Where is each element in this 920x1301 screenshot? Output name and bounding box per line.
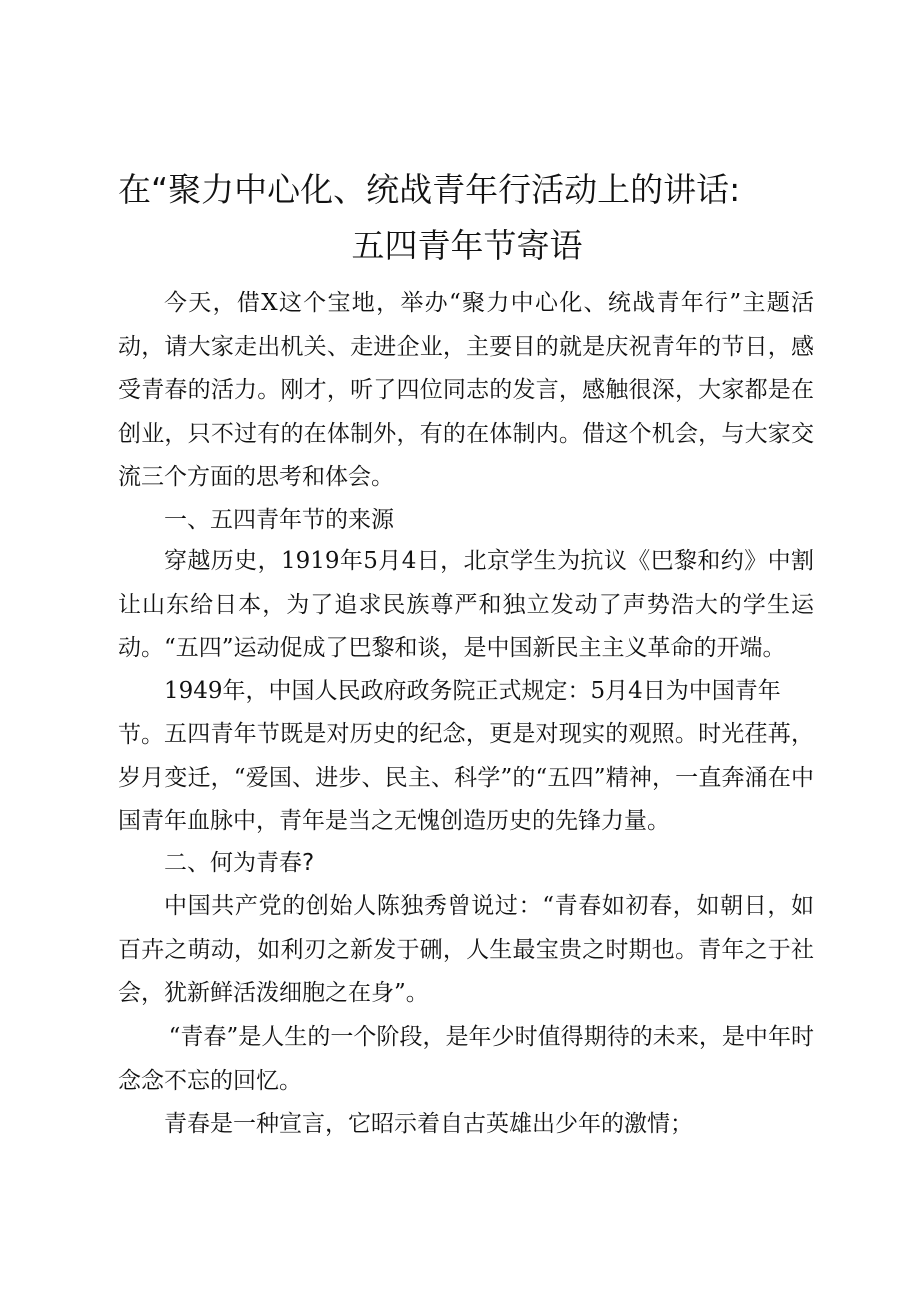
paragraph-spirit: 五四青年节既是对历史的纪念，更是对现实的观照。时光荏苒，岁月变迁，“爱国、进步、民主、科学”的“五四”精神，一直奔涌在中国青年血脉中，青年是当之无愧创造历史的先锋力量。 <box>118 721 814 835</box>
paragraph-youth-declaration: 青春是一种宣言，它昭示着自古英雄出少年的激情； <box>164 1111 693 1137</box>
paragraph-chen-duxiu: 中国共产党的创始人陈独秀曾说过：“青春如初春，如朝日，如百卉之萌动，如利刃之新发于硎，人生最宝贵之时期也。青年之于社会，犹新鲜活泼细胞之在身”。 <box>118 893 814 1007</box>
document-title-line1: 在“聚力中心化、统战青年行活动上的讲话: <box>118 170 741 209</box>
paragraph-history: 穿越历史，1919年5月4日，北京学生为抗议《巴黎和约》中割让山东给日本，为了追求民族尊严和独立发动了声势浩大的学生运动。“五四”运动促成了巴黎和谈，是中国新民主主义革命的开端。 <box>118 548 814 662</box>
paragraph-youth-stage: “青春”是人生的一个阶段，是年少时值得期待的未来，是中年时念念不忘的回忆。 <box>118 1024 814 1094</box>
paragraph-intro: 今天，借X这个宝地，举办“聚力中心化、统战青年行”主题活动，请大家走出机关、走进企业，主要目的就是庆祝青年的节日，感受青春的活力。刚才，听了四位同志的发言，感触很深，大家都是在创业，只不过有的在体制外，有的在体制内。借这个机会，与大家交流三个方面的思考和体会。 <box>118 290 814 491</box>
document-title-line2: 五四青年节寄语 <box>351 226 583 265</box>
section-heading-1: 一、五四青年节的来源 <box>164 507 394 533</box>
paragraph-1949: 1949年，中国人民政府政务院正式规定：5月4日为中国青年节。 <box>118 678 781 748</box>
section-heading-2: 二、何为青春? <box>164 850 315 876</box>
